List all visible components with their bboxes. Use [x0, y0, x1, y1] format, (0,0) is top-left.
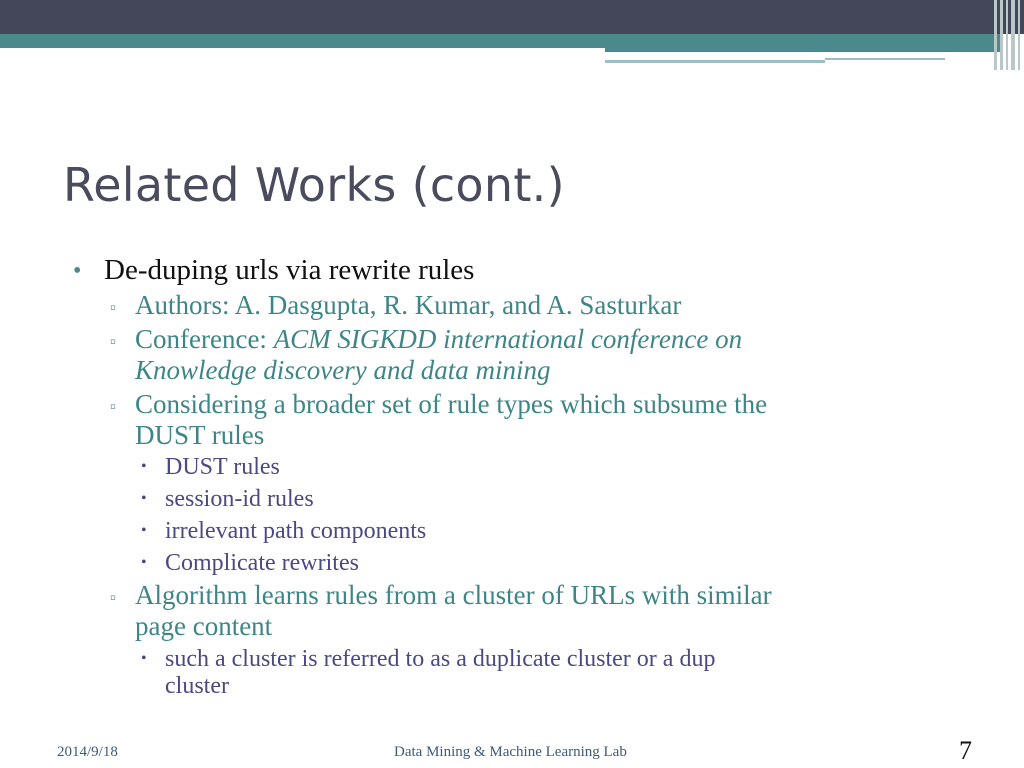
rule-type-item: session-id rules [165, 486, 314, 512]
algorithm-item: Algorithm learns rules from a cluster of URLs with similar [135, 580, 772, 610]
header-teal-band [0, 34, 1000, 48]
bullet-dot-small-icon: • [141, 458, 147, 475]
cluster-item-line2: cluster [165, 673, 229, 699]
considering-item: Considering a broader set of rule types which subsume the [135, 389, 768, 419]
bullet-dot-icon: • [73, 258, 82, 284]
header-dark-bar [0, 0, 1024, 34]
bullet-dot-small-icon: • [141, 522, 147, 539]
header-accent-line-light [605, 60, 825, 63]
conference-item [135, 324, 742, 355]
bullet-dot-small-icon: • [141, 650, 147, 667]
conference-name: ACM SIGKDD international conference on [273, 324, 743, 354]
header-vertical-stripes [992, 0, 1024, 70]
footer-date: 2014/9/18 [57, 744, 118, 760]
bullet-square-icon: ▫ [110, 298, 117, 317]
conference-label: Conference: [135, 324, 274, 354]
algorithm-item-line2: page content [135, 611, 273, 641]
slide-title: Related Works (cont.) [63, 158, 565, 212]
rule-type-item: irrelevant path components [165, 518, 427, 544]
bullet-square-icon: ▫ [110, 588, 117, 607]
bullet-square-icon: ▫ [110, 332, 117, 351]
page-number: 7 [959, 736, 972, 765]
authors-item: Authors: A. Dasgupta, R. Kumar, and A. Sasturkar [135, 290, 682, 320]
rule-type-item: Complicate rewrites [165, 550, 359, 576]
conference-name-line2: Knowledge discovery and data mining [135, 355, 551, 385]
bullet-dot-small-icon: • [141, 490, 147, 507]
header-accent-line [605, 48, 1000, 52]
cluster-item: such a cluster is referred to as a duplicate cluster or a dup [165, 646, 716, 672]
header-accent-line-light-2 [825, 58, 945, 60]
considering-item-line2: DUST rules [135, 420, 265, 450]
bullet-square-icon: ▫ [110, 397, 117, 416]
bullet-dot-small-icon: • [141, 554, 147, 571]
bullet-level1: De-duping urls via rewrite rules [104, 254, 475, 286]
footer-lab-name: Data Mining & Machine Learning Lab [394, 744, 627, 760]
rule-type-item: DUST rules [165, 454, 280, 480]
